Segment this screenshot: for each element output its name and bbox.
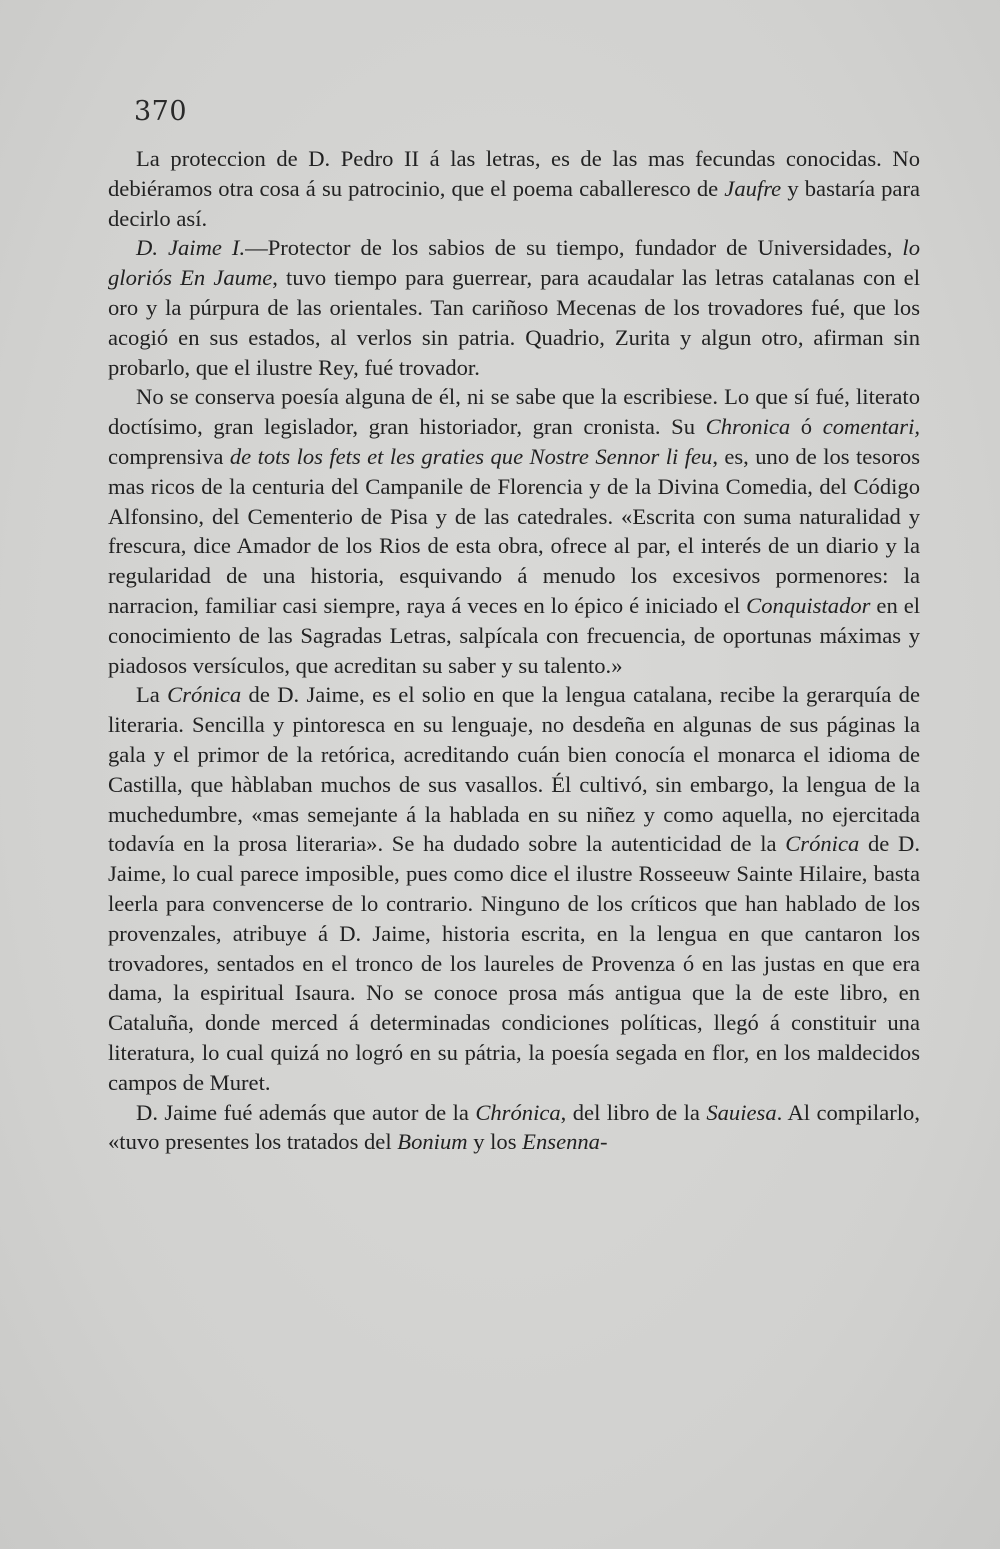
text-segment: —Protector de los sabios de su tiempo, fundador de Universidades,: [245, 235, 903, 261]
text-segment: de D. Jaime, es el solio en que la lengua catalana, recibe la gerarquía de literaria. Sencilla y pintoresca en su lenguaje, no desdeña en algunas de sus páginas la gala y el primor de la retórica, acreditando cuán bien conocía el monarca el idioma de Castilla, que hàblaban muchos de sus vasallos. Él cultivó, sin embargo, la lengua de la muchedumbre, «mas semejante á la hablada en su niñez y como aquella, no ejercitada todavía en la prosa literaria». Se ha dudado sobre la autenticidad de la: [108, 682, 920, 857]
text-segment: D. Jaime fué además que autor de la: [136, 1099, 476, 1125]
text-segment: . Al compilarlo, «tuvo presentes los tratados del: [108, 1099, 920, 1155]
italic-text: D. Jaime I.: [136, 235, 246, 261]
italic-text: Jaufre: [724, 175, 782, 201]
text-segment: , es, uno de los tesoros mas ricos de la centuria del Campanile de Florencia y de la Divina Comedia, del Código Alfonsino, del Cementerio de Pisa y de las catedrales. «Escrita con suma naturalidad y frescura, dice Amador de los Rios de esta obra, ofrece al par, el interés de un diario y la regularidad de una historia, esquivando á menudo los excesivos pormenores: la narracion, familiar casi siempre, raya á veces en lo épico é iniciado el: [108, 443, 921, 618]
text-segment: ó: [790, 414, 823, 440]
text-segment: No se conserva poesía alguna de él, ni se sabe que la escribiese. Lo que sí fué, literato doctísimo, gran legislador, gran historiador, gran cronista. Su: [108, 384, 920, 440]
italic-text: Bonium: [397, 1129, 468, 1155]
italic-text: de tots los fets et les graties que Nostre Sennor li feu: [229, 443, 713, 469]
italic-text: Chronica: [705, 414, 791, 440]
text-segment: en el conocimiento de las Sagradas Letras, salpícala con frecuencia, de oportunas máximas y piadosos versículos, que acreditan su saber y su talento.»: [108, 592, 921, 678]
italic-text: comentari,: [822, 414, 920, 440]
body-text: [108, 144, 920, 1157]
text-segment: , del libro de la: [560, 1099, 707, 1125]
paragraph: [108, 233, 920, 382]
paragraph: [108, 1098, 920, 1158]
text-segment: y los: [467, 1129, 523, 1155]
text-segment: La: [136, 682, 168, 708]
text-segment: La proteccion de D. Pedro II á las letras, es de las mas fecundas conocidas. No debiéramos otra cosa á su patrocinio, que el poema caballeresco de: [108, 146, 920, 201]
italic-text: Conquistador: [746, 592, 871, 618]
text-segment: y bastaría para decirlo así.: [108, 175, 920, 231]
text-segment: , tuvo tiempo para guerrear, para acaudalar las letras catalanas con el oro y la púrpura de las orientales. Tan cariñoso Mecenas de los trovadores fué, que los acogió en sus estados, al verlos sin patria. Quadrio, Zurita y algun otro, afirman sin probarlo, que el ilustre Rey, fué trovador.: [108, 265, 920, 380]
paragraph: [108, 382, 920, 680]
italic-text: Chrónica: [475, 1099, 561, 1125]
paragraph: [108, 680, 920, 1097]
text-segment: comprensiva: [108, 443, 230, 469]
italic-text: lo gloriós En Jaume: [108, 235, 920, 291]
page-number: 370: [134, 96, 188, 127]
italic-text: Crónica: [785, 831, 860, 857]
italic-text: Sauiesa: [706, 1099, 777, 1125]
text-segment: de D. Jaime, lo cual parece imposible, pues como dice el ilustre Rosseeuw Sainte Hilaire, basta leerla para convencerse de lo contrario. Ninguno de los críticos que han hablado de los provenzales, atribuye á D. Jaime, historia escrita, en la lengua en que cantaron los trovadores, sentados en el tronco de los laureles de Provenza ó en las justas en que era dama, la espiritual Isaura. No se conoce prosa más antigua que la de este libro, en Cataluña, donde merced á determinadas condiciones políticas, llegó á constituir una literatura, lo cual quizá no logró en su pátria, la poesía segada en flor, en los maldecidos campos de Muret.: [108, 831, 920, 1095]
italic-text: Crónica: [167, 682, 242, 708]
paragraph: [108, 144, 920, 233]
italic-text: Ensenna-: [522, 1129, 608, 1155]
